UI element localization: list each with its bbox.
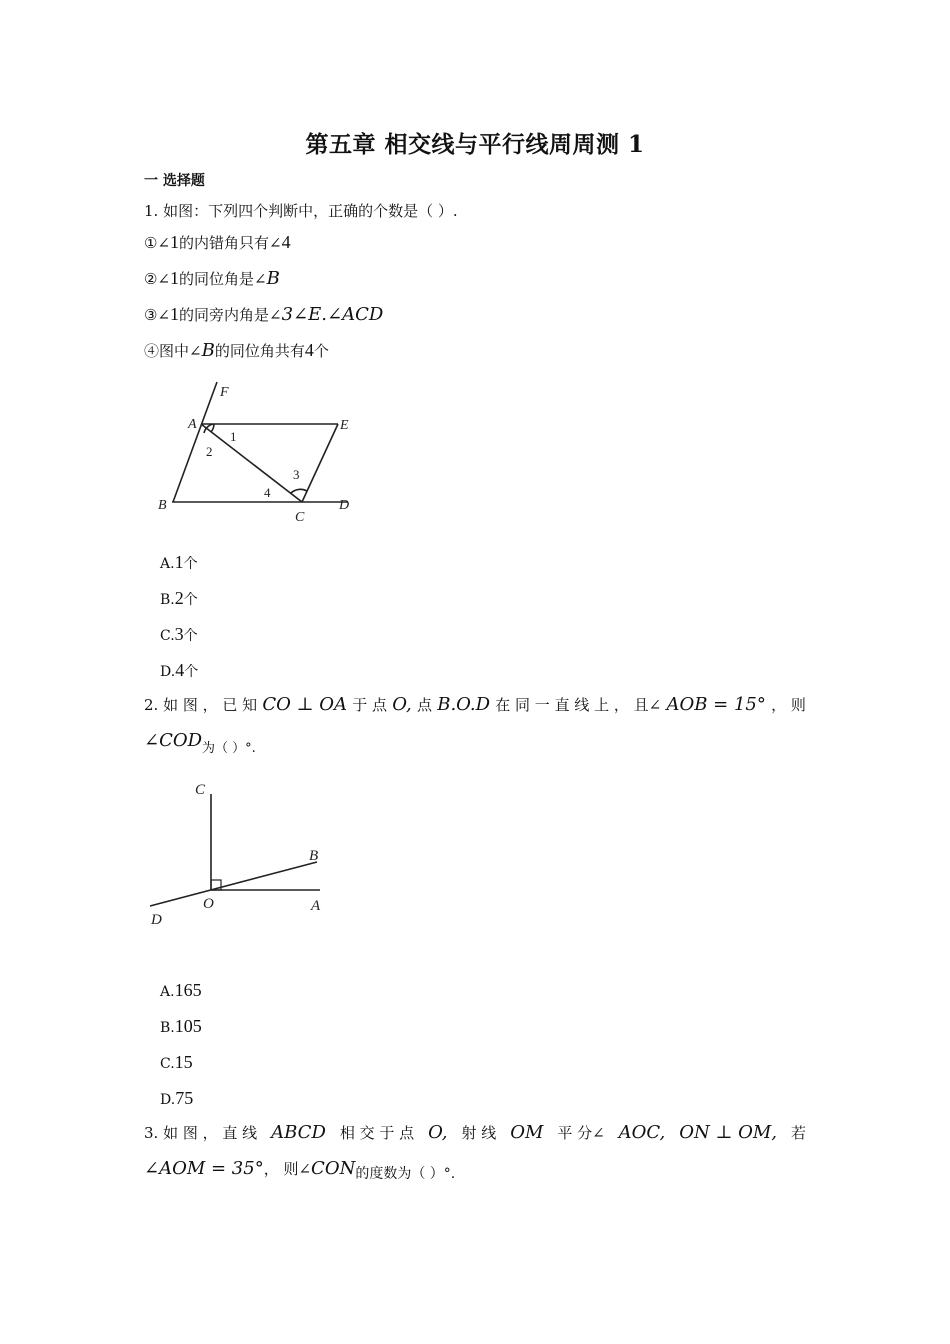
line-EC <box>302 424 338 502</box>
q1-statement-3 <box>144 304 383 325</box>
q3-stem-line-1 <box>144 1122 806 1143</box>
math: OM <box>510 1122 544 1143</box>
math: O, <box>392 694 412 715</box>
text: 射 线 <box>461 1124 497 1142</box>
math: 1 <box>170 232 180 252</box>
q2-figure-angles <box>145 772 335 932</box>
text: 个 <box>313 342 329 360</box>
text: 的同位角共有 <box>214 342 305 360</box>
text: 的内错角只有∠ <box>179 234 282 252</box>
label-angle-3: 3 <box>293 467 300 482</box>
text: ， 则 <box>771 696 806 714</box>
q1-stem: 1. 如图：下列四个判断中，正确的个数是（ ）. <box>144 202 458 220</box>
section-heading: 一 选择题 <box>144 173 205 189</box>
option-value: 105 <box>174 1016 202 1036</box>
label-C: C <box>195 782 206 798</box>
q1-option-c[interactable] <box>160 624 198 645</box>
option-letter: B. <box>160 1020 175 1036</box>
option-value: 15 <box>174 1052 193 1072</box>
option-value: 1 <box>174 552 184 572</box>
option-letter: A. <box>160 984 175 1000</box>
q2-stem-line-2 <box>144 730 256 756</box>
math: AOC, <box>618 1122 666 1143</box>
text: ， 则∠ <box>263 1160 312 1178</box>
q1-option-a[interactable] <box>160 552 198 573</box>
page-title: 第五章 相交线与平行线周周测 1 <box>305 131 645 158</box>
label-E: E <box>340 418 349 433</box>
label-F: F <box>220 385 229 400</box>
q2-option-b[interactable] <box>160 1016 202 1037</box>
q2-option-a[interactable] <box>160 980 202 1001</box>
option-letter: C. <box>160 628 175 644</box>
option-unit: 个 <box>183 628 198 644</box>
line-AC <box>201 424 302 502</box>
math: AOB = 15° <box>666 694 766 715</box>
q2-stem-line-1 <box>144 694 806 715</box>
q1-statement-1 <box>144 232 291 253</box>
option-unit: 个 <box>183 556 198 572</box>
label-angle-4: 4 <box>264 485 271 500</box>
option-unit: 个 <box>184 664 199 680</box>
option-letter: D. <box>160 664 176 680</box>
math: CON <box>311 1158 356 1179</box>
line-AF <box>173 382 217 502</box>
text: 为（ ）°. <box>202 741 256 756</box>
math: O, <box>428 1122 448 1143</box>
text: 2. 如 图 ， 已 知 <box>144 696 258 714</box>
math: B <box>201 340 215 361</box>
text: 3. 如 图 ， 直 线 <box>144 1124 258 1142</box>
math: 3∠E.∠ACD <box>281 304 384 325</box>
option-value: 2 <box>174 588 184 608</box>
math: ABCD <box>271 1122 326 1143</box>
math: 4 <box>304 340 314 360</box>
math: 4 <box>281 232 291 252</box>
label-D: D <box>339 498 350 513</box>
text: 点 <box>416 696 432 714</box>
math: 1 <box>170 268 180 288</box>
q1-statement-2 <box>144 268 280 289</box>
q1-option-b[interactable] <box>160 588 198 609</box>
math: B <box>266 268 280 289</box>
text: ④图中∠ <box>144 342 202 360</box>
option-value: 4 <box>175 660 185 680</box>
math: ON ⊥ OM, <box>679 1122 778 1143</box>
math: CO ⊥ OA <box>262 694 348 715</box>
text: 若 <box>790 1124 806 1142</box>
q3-stem-line-2 <box>144 1158 456 1182</box>
label-angle-1: 1 <box>230 429 237 444</box>
math: 1 <box>170 304 180 324</box>
math: ∠COD <box>144 730 203 751</box>
q1-statement-4 <box>144 340 329 361</box>
math: ∠AOM = 35° <box>144 1158 264 1179</box>
option-unit: 个 <box>183 592 198 608</box>
q2-option-c[interactable] <box>160 1052 193 1073</box>
q2-option-d[interactable] <box>160 1088 193 1109</box>
label-B: B <box>158 498 167 513</box>
label-angle-2: 2 <box>206 444 213 459</box>
option-letter: B. <box>160 592 175 608</box>
text: ③∠ <box>144 306 171 324</box>
angle-arc <box>291 489 307 493</box>
q1-figure-parallelogram <box>150 380 370 525</box>
option-letter: C. <box>160 1056 175 1072</box>
text: 于 点 <box>352 696 388 714</box>
label-B: B <box>309 848 319 864</box>
line-DB <box>150 862 317 906</box>
text: 的同旁内角是∠ <box>179 306 282 324</box>
option-letter: D. <box>160 1092 176 1108</box>
label-A: A <box>311 898 321 914</box>
math: B.O.D <box>437 694 491 715</box>
text: 的度数为（ ）°. <box>355 1166 456 1182</box>
option-value: 165 <box>174 980 202 1000</box>
text: 平 分∠ <box>557 1124 605 1142</box>
option-value: 3 <box>174 624 184 644</box>
text: 相 交 于 点 <box>339 1124 415 1142</box>
text: 在 同 一 直 线 上 ， 且∠ <box>495 696 662 714</box>
option-letter: A. <box>160 556 175 572</box>
label-A: A <box>188 417 197 432</box>
q1-option-d[interactable] <box>160 660 198 681</box>
text: 的同位角是∠ <box>179 270 267 288</box>
option-value: 75 <box>175 1088 194 1108</box>
text: ①∠ <box>144 234 171 252</box>
label-C: C <box>295 510 305 525</box>
text: ②∠ <box>144 270 171 288</box>
label-D: D <box>151 912 162 928</box>
label-O: O <box>203 896 214 912</box>
